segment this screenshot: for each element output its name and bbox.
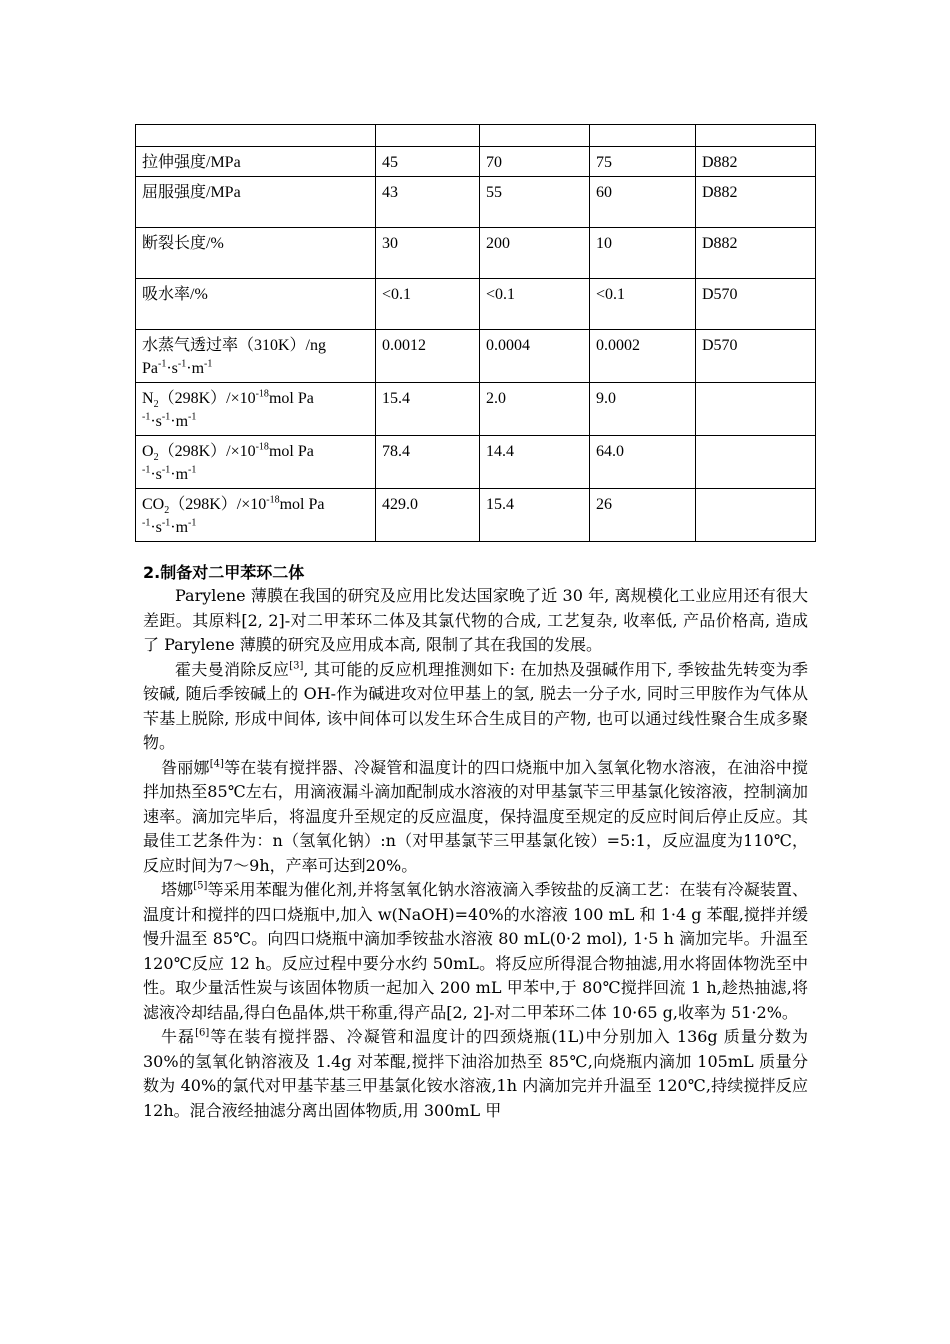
citation-ref: [6]	[195, 1027, 210, 1039]
cell-sup: -1	[177, 358, 187, 370]
table-cell	[696, 489, 816, 542]
table-cell	[136, 330, 376, 383]
table-cell: 拉伸强度/MPa	[136, 147, 376, 177]
cell-text: ·m	[170, 413, 189, 430]
table-cell: 55	[480, 177, 590, 228]
table-cell	[136, 489, 376, 542]
cell-sup: -1	[188, 517, 197, 529]
table-row	[136, 489, 816, 542]
cell-text: mol Pa	[268, 390, 314, 407]
cell-text: 水蒸气透过率（310K）/ng	[142, 337, 327, 354]
table-cell: 14.4	[480, 436, 590, 489]
table-row	[136, 125, 816, 147]
paragraph	[143, 878, 808, 1025]
table-cell: 70	[480, 147, 590, 177]
table-cell: D882	[696, 147, 816, 177]
table-cell: 429.0	[376, 489, 480, 542]
cell-text: （298K）/×10	[169, 496, 267, 513]
cell-sup: -1	[188, 464, 197, 476]
paragraph-text: 塔娜	[161, 880, 194, 899]
cell-sup: -1	[161, 464, 171, 476]
table-cell: 10	[590, 228, 696, 279]
cell-sup: -1	[158, 358, 167, 370]
cell-sub: 2	[164, 505, 170, 517]
table-cell	[696, 436, 816, 489]
cell-sub: 2	[153, 452, 159, 464]
paragraph	[143, 658, 808, 756]
table-cell: 75	[590, 147, 696, 177]
table-cell: 屈服强度/MPa	[136, 177, 376, 228]
table-cell: <0.1	[480, 279, 590, 330]
table-cell: 15.4	[376, 383, 480, 436]
paragraph	[143, 1025, 808, 1123]
cell-text: ·s	[150, 519, 162, 536]
table-cell: 26	[590, 489, 696, 542]
paragraph-text: , 其可能的反应机理推测如下: 在加热及强碱作用下, 季铵盐先转变为季铵碱, 随后季铵碱上的 OH-作为碱进攻对位甲基上的氢, 脱去一分子水, 同时三甲胺作为气体从苄基上脱除, 形成中间体, 该中间体可以发生环合生成目的产物, 也可以通过线性聚合生成多聚物。	[143, 659, 808, 752]
table-cell	[376, 125, 480, 147]
cell-text: N	[142, 390, 154, 407]
cell-text: mol Pa	[268, 443, 314, 460]
cell-text: ·s	[150, 413, 162, 430]
table-cell: D570	[696, 330, 816, 383]
table-cell: 60	[590, 177, 696, 228]
table-cell	[590, 125, 696, 147]
citation-ref: [4]	[209, 758, 224, 770]
cell-sup: -1	[142, 411, 151, 423]
cell-text: mol Pa	[279, 496, 325, 513]
table-cell	[696, 125, 816, 147]
cell-sub: 2	[153, 399, 159, 411]
table-row	[136, 330, 816, 383]
cell-sup: -1	[188, 411, 197, 423]
table-cell: <0.1	[590, 279, 696, 330]
cell-text: ·s	[150, 466, 162, 483]
paragraph-text: 等采用苯醌为催化剂,并将氢氧化钠水溶液滴入季铵盐的反滴工艺：在装有冷凝装置、温度计和搅拌的四口烧瓶中,加入 w(NaOH)=40%的水溶液 100 mL 和 1·4 g 苯醌,搅拌并缓慢升温至 85℃。向四口烧瓶中滴加季铵盐水溶液 80 mL(0·2 mol), 1·5 h 滴加完毕。升温至 120℃反应 12 h。反应过程中要分水约 50mL。将反应所得混合物抽滤,用水将固体物洗至中性。取少量活性炭与该固体物质一起加入 200 mL 甲苯中,于 80℃搅拌回流 1 h,趁热抽滤,将滤液冷却结晶,得白色晶体,烘干称重,得产品[2, 2]-对二甲苯环二体 10·65 g,收率为 51·2%。	[143, 880, 808, 1022]
table-cell: 0.0002	[590, 330, 696, 383]
cell-text: CO	[142, 496, 165, 513]
cell-text: ·s	[166, 360, 178, 377]
table-cell	[696, 383, 816, 436]
table-row	[136, 436, 816, 489]
table-cell: 78.4	[376, 436, 480, 489]
table-cell	[136, 125, 376, 147]
table-cell: 43	[376, 177, 480, 228]
cell-sup: -18	[255, 388, 269, 400]
table-cell	[136, 436, 376, 489]
paragraph-text: 霍夫曼消除反应	[175, 659, 290, 679]
table-cell	[136, 383, 376, 436]
cell-text: （298K）/×10	[158, 443, 256, 460]
table-row	[136, 177, 816, 228]
cell-sup: -1	[204, 358, 213, 370]
table-cell: D882	[696, 228, 816, 279]
table-cell: 30	[376, 228, 480, 279]
paragraph: Parylene 薄膜在我国的研究及应用比发达国家晚了近 30 年, 离规模化工业应用还有很大差距。其原料[2, 2]-对二甲苯环二体及其氯代物的合成, 工艺复杂, 收率低, 产品价格高, 造成了 Parylene 薄膜的研究及应用成本高, 限制了其在我国的发展。	[143, 586, 808, 654]
citation-ref: [5]	[193, 880, 208, 892]
table-cell: 15.4	[480, 489, 590, 542]
cell-sup: -1	[142, 464, 151, 476]
cell-text: Pa	[142, 360, 158, 377]
cell-sup: -1	[142, 517, 151, 529]
table-cell: 断裂长度/%	[136, 228, 376, 279]
cell-sup: -18	[255, 441, 269, 453]
table-row	[136, 383, 816, 436]
table-row	[136, 147, 816, 177]
table-cell	[480, 125, 590, 147]
paragraph-text: 昝丽娜	[161, 757, 210, 777]
paragraph-text: 牛磊	[161, 1027, 196, 1046]
paragraph-text: 等在装有搅拌器、冷凝管和温度计的四口烧瓶中加入氢氧化物水溶液，在油浴中搅拌加热至85℃左右，用滴液漏斗滴加配制成水溶液的对甲基氯苄三甲基氯化铵溶液，控制滴加速率。滴加完毕后，将温度升至规定的反应温度，保持温度至规定的反应时间后停止反应。其最佳工艺条件为：n（氢氧化钠）:n（对甲基氯苄三甲基氯化铵）=5:1，反应温度为110℃，反应时间为7～9h，产率可达到20%。	[143, 757, 808, 875]
table-row	[136, 228, 816, 279]
cell-text: ·m	[170, 466, 189, 483]
table-cell: <0.1	[376, 279, 480, 330]
table-cell: 吸水率/%	[136, 279, 376, 330]
table-cell: 0.0012	[376, 330, 480, 383]
cell-text: （298K）/×10	[158, 390, 256, 407]
table-cell: 45	[376, 147, 480, 177]
cell-sup: -1	[161, 411, 171, 423]
section-body	[143, 584, 808, 1123]
properties-table	[135, 124, 816, 542]
table-cell: 64.0	[590, 436, 696, 489]
table-cell: 200	[480, 228, 590, 279]
cell-text: ·m	[186, 360, 205, 377]
cell-text: ·m	[170, 519, 189, 536]
paragraph-text: 等在装有搅拌器、冷凝管和温度计的四颈烧瓶(1L)中分别加入 136g 质量分数为 30%的氢氧化钠溶液及 1.4g 对苯醌,搅拌下油浴加热至 85℃,向烧瓶内滴加 105mL 质量分数为 40%的氯代对甲基苄基三甲基氯化铵水溶液,1h 内滴加完并升温至 120℃,持续搅拌反应 12h。混合液经抽滤分离出固体物质,用 300mL 甲	[143, 1027, 808, 1120]
paragraph	[143, 756, 808, 879]
table-cell: 9.0	[590, 383, 696, 436]
table-cell: 0.0004	[480, 330, 590, 383]
table-cell: D570	[696, 279, 816, 330]
cell-sup: -1	[161, 517, 171, 529]
table-row	[136, 279, 816, 330]
table-cell: D882	[696, 177, 816, 228]
section-heading: 2.制备对二甲苯环二体	[143, 563, 305, 582]
cell-text: O	[142, 443, 154, 460]
citation-ref: [3]	[289, 660, 304, 672]
cell-sup: -18	[266, 494, 280, 506]
table-cell: 2.0	[480, 383, 590, 436]
